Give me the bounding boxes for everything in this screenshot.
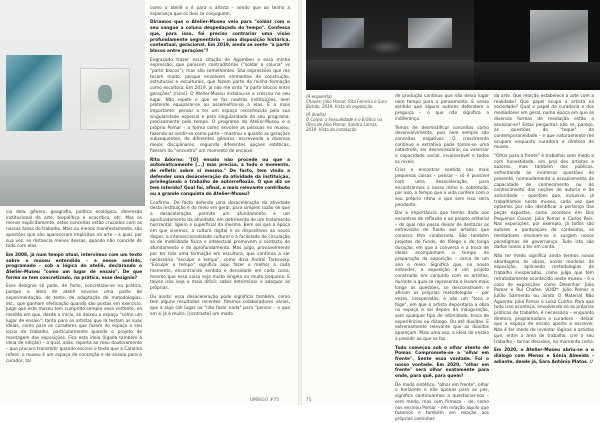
video-projection-1 xyxy=(322,18,364,48)
interview-question: Em 2008, já num tempo atual, intervimos com um texto sobre o museu entendido – a nesse sentido, programado – sob a lógica do ateliê, declarando o Atelier-Museu "como um lugar de ensaio". De que forma se tem concretizado, na prática, esse desígnio? xyxy=(6,252,142,281)
paragraph: Temos de desmistificar conceitos como desenvolvimento, pois nem sempre são conceitos negativos. O crescimento contínuo e extrativo pode tornar-se uma catástrofe, ser desnecessário; ou valorizar a capacidade social, invulnerável e todos os níveis. xyxy=(395,125,489,165)
caption-text-right: O Corpo, a Sexualidade e o Erótico na Obra de Júlio Pomar, Sandra Lamas, 2019. Vista da instalação xyxy=(306,117,383,132)
paragraph: como o ateliê o é para o artista – sendo que ao tenho a esperança que os dois se conjuguem. xyxy=(150,6,290,17)
interview-question: Diríamos que o Atelier-Museu veio para "soldar com o seu sangue a coluna despedaçada do tempo". Confessa que, para isso, foi preciso contrariar uma visão profundamente segmentária – uma disposição histórica, contextual, geracional. Em 2019, ainda se sente "a partir blocos entre gerações"? xyxy=(150,20,290,54)
caption-label-right: (À direita) xyxy=(306,112,327,117)
exhibition-photo-left xyxy=(0,0,145,206)
dark-gallery-floor xyxy=(306,60,474,90)
text-column-1 xyxy=(6,210,142,398)
caption-text-left: Chaves: Júlio Pomar, Rita Ferreira e Sara Bichão, 2019. Vista da exposição xyxy=(306,99,387,109)
photo-captions xyxy=(306,94,390,132)
paragraph: da arte. Que relação estabelece a arte com a realidade? Que papel ocupa o artista na sociedade? Qual o papel da curadoria e dos mediadores em geral, numa época em que as diversas formas de mediação estão a esvaziar-se? Estas perguntas não se, pareço, às questões do "toque" da contemporaneidade – e que naturalmente me ocupam enquanto curadora e diretora do museu. xyxy=(494,94,594,151)
paragraph: cia dela, gênero, geografia, política ecológica, dimensão institucional da arte, biopolítica e ecocrítica, etc. Mas os menos explicitamente, estes conceitos estão cruzados com as nossas áreas de trabalho. Mais ou menos manifestamente, são questões que são apareceram implícitas na arte – a qual, por sua vez, se distancia menos dessas, quando não coincide de todo com elas. xyxy=(6,210,142,250)
caption-label-left: (À esquerda) xyxy=(306,94,332,99)
paragraph: Esse desígnio só pode, de facto, concretizar-se na prática, porque a ideia de ateliê envolve uma parte de experimentação, de teste, de adaptação de metodologias, etc., que ganham efetivação quando são postas em exercício. Julgo que este museu tem cumprido sempre essa vertente, na medida em que, desde o início, se deixou o espaço "como um lugar de ensaio"; tanto para os artistas que lá testam as suas ideias, como para os curadores que fazem do espaço o seu locus de trabalho, particularmente quando o projeto de montagem das exposições. Fica esta ideia (ligada também à ideia de edição) – a qual, aliás, reporta ao meu doutoramento – que procuro transmitir quando escrevi o texto que a Carolina refere: o museu é um espaço de conceção e de ensaio para o curador, tal xyxy=(6,284,142,364)
page-folio-left: UMBIGO #75 xyxy=(250,397,280,402)
gallery-floor xyxy=(0,160,145,206)
interview-question: Tudo começou sob o olhar atento de Pomar. Compromete-se a "olhar em frente". Sente essa vontade. Foi o nosso vontade. Em 2020, "olhar em frente" será olhar exatamente para onde, para quê, para quem? xyxy=(395,345,489,380)
paragraph: De modo sintético, "olhar em frente", olhar o horizonte e não apenas para os pés, significa continuarmos a questionar-nos – sem medo, mas com firmeza – de, como nos ensinou Pomar – em relação àquilo que fazemos e também em relação aos próprios caminhos xyxy=(395,382,489,422)
floor-light-glow xyxy=(368,40,404,54)
painting-blue-canvas xyxy=(6,55,62,131)
page-folio-right: 75 xyxy=(306,397,312,402)
video-projection-3 xyxy=(530,10,588,62)
paragraph: Ou ainda: essa desaceleração pode significar também, como tem alguns resultados recentes: fizemos colaboradores vários, que a algo (ah lugar ao "não fazer nada" para "pensar – o que em si já é muito, [contraste] um modo xyxy=(150,294,290,317)
exhibition-photo-right-2 xyxy=(474,0,600,90)
paragraph: "Olhar para a frente" é trabalhar sem medo e com honestidade, em prol dos artistas e autores, mas também dos públicos, enfrentando as inúmeras questões do presente, nomeadamente o esvaziamento da capacidade de conhecimento ou do conhecimento das noções de autoria e de autoridade – questões que, inclusive, já trabalhámos neste museu, cada vez que optamos por não identificar a pertença das peças expostas, como acontece em Dos Pequenos Coisas: Júlio Pomar e Carlos Reis. Nas exposições, por exemplo, já todos são autores e pontuações de conteúdos, os mediadores ensinam-se e surgem novos paradigmas de governança. Tudo isto são dados novos a ter em conta. xyxy=(494,154,594,251)
paragraph: Dai a importância que temos dado aos encontros de reflexão e ao projeto editorial – do qual não posso deixar de destacar as entrevistas de fundo aos artistas que conosco têm colaborado. São também projetos de fundo, de fôlego e de longa duração, em que a conversa e a troca de ideias acompanham o tempo de preparação da exposição – cerca de um ano e meio. Significa que, no nosso entender, a exposição é um projeto construído em conjunto com os artistas, durante o qual se representa e levam mais longe as questões, se desconstroem e afinam as próprias metodologias – por vezes, inesperadas; e não um "toca e foge", em que o artista depositaria a obra no espaço e sai depois da inauguração, sem qualquer tipo de intimidade, troca de experiências ou diálogo. Ou até dúvidas. E extremamente relevante que as dúvidas apareçam. Mais uma vez, a ideia do ensaio a presidir ao que se faz. xyxy=(395,211,489,342)
closing-statement: Em 2020, o Atelier-Museu abriu-se a o diálogo com Menez e Sónia Almeida – adiante, desde já, Sara António Matos. // xyxy=(494,348,594,365)
paragraph: Engraçado trazer essa citação de Agamben e essa minha expressão, que parecem contraditórias ("soldar a coluna" vs "partir blocos"), mas são semelhantes. São expressões que me tocam muito, porque envolvem elementos de construção, estruturais e esculturais, que fazem parte da minha formação como escultora. Em 2019, já não me sinto "a partir blocos entre gerações" [risos]. O Atelier-Museu instalou-se e cresceu no seu lugar. Não repete o que se faz noutras instituições, nem pretende equiparar-se ou assemelhar-se a elas. É o mais importante: pensar o ter um espaço reconhecido pela sua singularidade especial e pela singularidade do seu programa; precisamente pelo tempo. O programa do Atelier-Museu e o próprio Pomar – a forma como envolve as pessoas no museu, fazendo-as sentir-se como parte – mostrou o quanto as gerações subsequentes, de diferentes géneros, escrevendo a diversos meios disciplinares, seguindo diferentes opções estéticas, fizeram do "encontro" um momento de encaixe. xyxy=(150,57,290,154)
video-projection-2 xyxy=(408,18,452,48)
paragraph: Confirmo. De facto defendo uma desaceleração da atividade desta instituição e do meio em geral, para simples razão de que a desaceleração permite um afundamento e um aprofundamento da atividade, em detrimento de um tratamento horizontal, ligeiro e superficial da mesma. Bem sei que a época em que vivemos, a cultura digital e os dispositivos ao nosso dispor, a interseccionalidade cultural e a facilidade de circulação só de mobilidade física e intelectual promovem o contacto do afundamento e do aprofundamento. Mas julgo, provavelmente por ter tido uma formação em escultura, que continua a ser necessário "esculpir o tempo", como dizia Andrei Tarkovsky. "Esculpir o tempo" significa aqui fazer o melhor a cada momento, encontrando sentido e densidade em cada coisa, mesmo que essa coisa seja muito singela ou muito pequena. E talvez isso seja o mais difícil: saber determinar e adequar as próprias. xyxy=(150,200,290,292)
exhibition-photo-right-1 xyxy=(306,0,474,90)
text-column-4 xyxy=(494,94,594,394)
text-column-2 xyxy=(150,6,290,398)
dark-gallery-floor xyxy=(474,62,600,90)
painting-splash-mark xyxy=(98,85,112,103)
text-column-3 xyxy=(395,94,489,422)
paragraph: de produção contínuo que não deixa lugar nem tempo para o pensamento. E nesse sentido que alguns autores defendem a preguiça – o que não significa a indiferença. xyxy=(395,94,489,122)
left-page xyxy=(0,0,298,405)
paragraph: Não ter medo significa ainda termos novas abordagens às obras, novos modelos de exposição, aplicando metodologias de trabalho inesperadas, como julgo que tem retratadamente acontecido neste museu – é o caso de exposições como Desenhar: Júlio Pomar e Rui Chafes, VOID*: Júlio Pomar e Julião Sarmento ou ainda O Material Não Aguenta: Júlio Pomar e Luísa Cunha. Para que tudo isso aconteça, envolvendo-se as próprias práticas de trabalho, é necessário – enquanto diretora, programadora e curadora – deixar que o espaço de ensaio aperte a escrever. Não é ter medo de inventar lógicas a artistas que, entre a área de trabalho, crie o seu trabalho – tornar decisões, no momento certo. xyxy=(494,253,594,345)
paragraph: Criar e encontrar sentido nas mais pequenas coisas – pensar – só é possível com uma desaceleração, para encontrarmos o nosso ritmo e, sobretudo, por isso, o tempo que a vida confere com o seu próprio ritmo e que sem isso seria pendente. xyxy=(395,168,489,208)
interview-question: Rita Adorno: "[O] ensaio não procede ou que a automaticamente [...] mas precisa, a todo o momento, de refletir sobre si mesmo." De facto, tem vindo a defender uma desaceleração da atividade da instituição, privilegiando o trabalho de autorreflexão. O que diz se tem inferido? Qual foi, afinal, o mais relevante contributo ou a grande conquista do Atelier-Museu? xyxy=(150,157,290,197)
